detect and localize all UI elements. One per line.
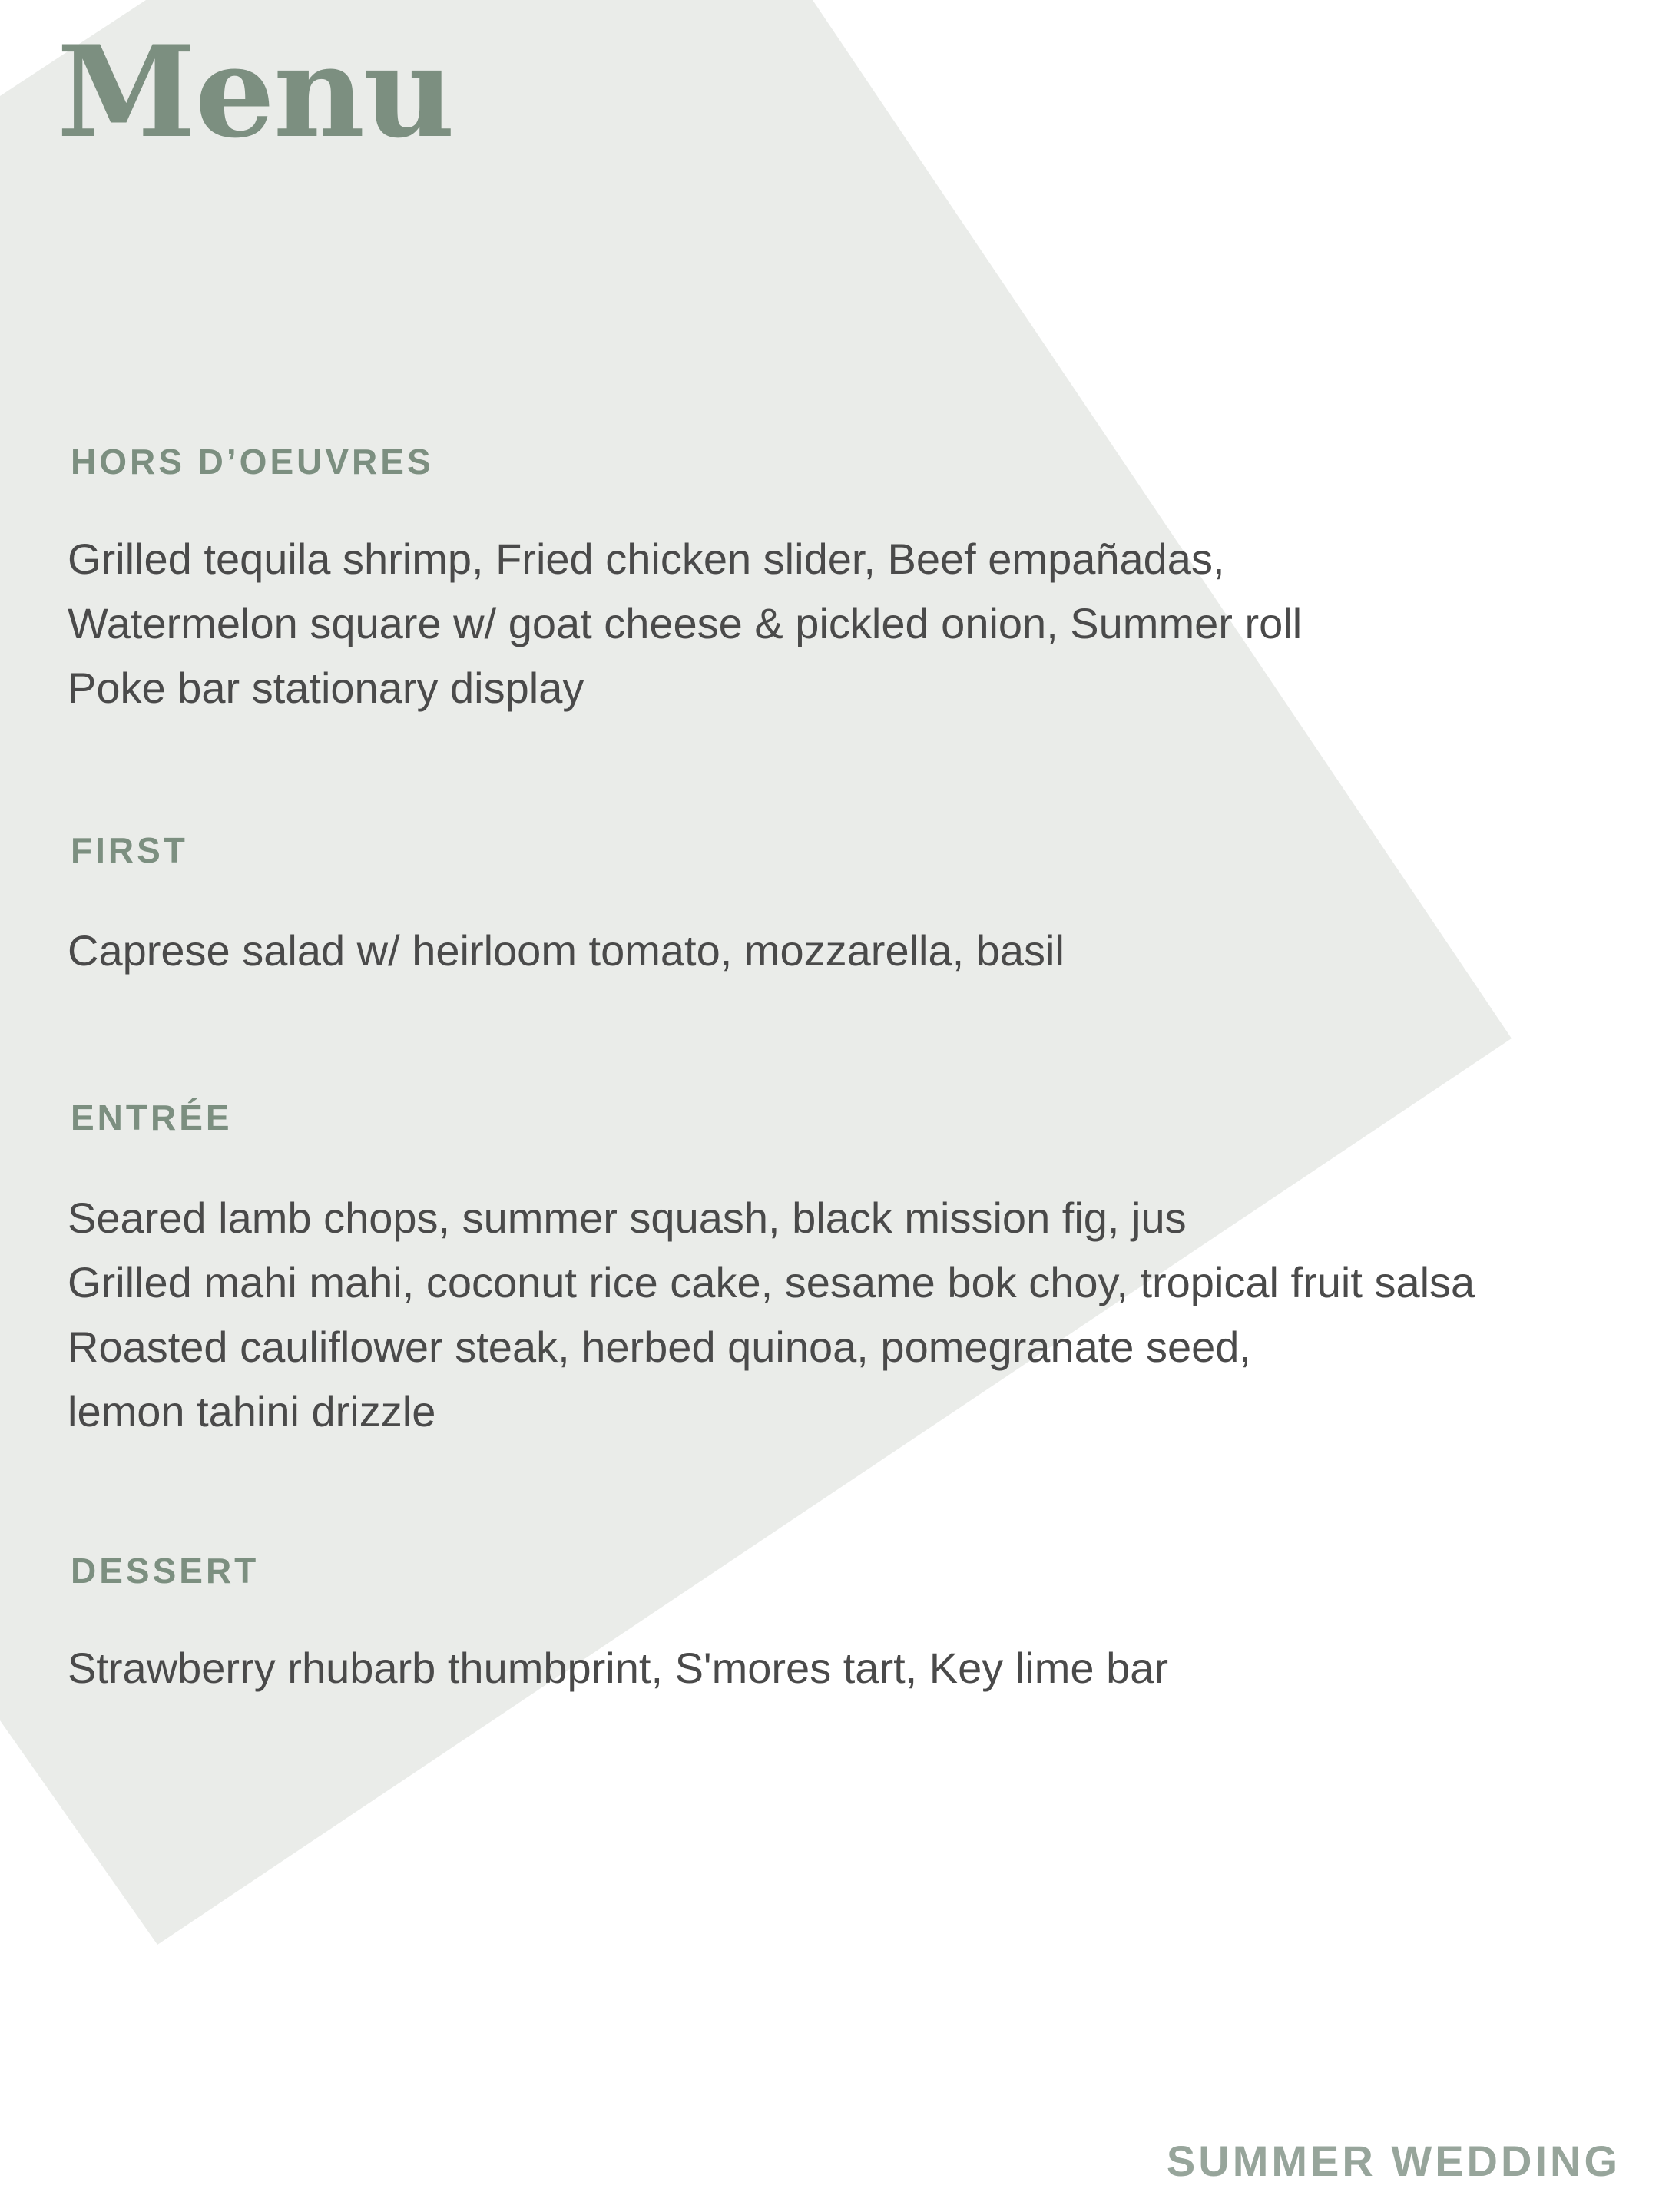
section-items-hors-doeuvres bbox=[68, 527, 1302, 720]
menu-title: Menu bbox=[57, 18, 454, 166]
event-footer: SUMMER WEDDING bbox=[1166, 2137, 1621, 2185]
menu-item-line: Grilled tequila shrimp, Fried chicken slider, Beef empañadas, bbox=[68, 535, 1225, 583]
section-items-dessert bbox=[68, 1636, 1168, 1700]
section-heading-entree: ENTRÉE bbox=[71, 1098, 233, 1137]
menu-item-line: Grilled mahi mahi, coconut rice cake, sesame bok choy, tropical fruit salsa bbox=[68, 1258, 1475, 1306]
menu-item-line: Poke bar stationary display bbox=[68, 664, 584, 712]
section-heading-hors-doeuvres: HORS D’OEUVRES bbox=[71, 442, 434, 482]
menu-item-line: lemon tahini drizzle bbox=[68, 1387, 436, 1435]
section-heading-first: FIRST bbox=[71, 830, 188, 870]
section-heading-dessert: DESSERT bbox=[71, 1551, 260, 1591]
menu-item-line: Roasted cauliflower steak, herbed quinoa, pomegranate seed, bbox=[68, 1323, 1251, 1371]
menu-item-line: Strawberry rhubarb thumbprint, S'mores tart, Key lime bar bbox=[68, 1644, 1169, 1692]
menu-item-line: Seared lamb chops, summer squash, black mission fig, jus bbox=[68, 1194, 1187, 1242]
menu-item-line: Watermelon square w/ goat cheese & pickled onion, Summer roll bbox=[68, 599, 1303, 647]
menu-item-line: Caprese salad w/ heirloom tomato, mozzarella, basil bbox=[68, 926, 1065, 975]
section-items-first bbox=[68, 919, 1065, 983]
section-items-entree bbox=[68, 1186, 1475, 1444]
